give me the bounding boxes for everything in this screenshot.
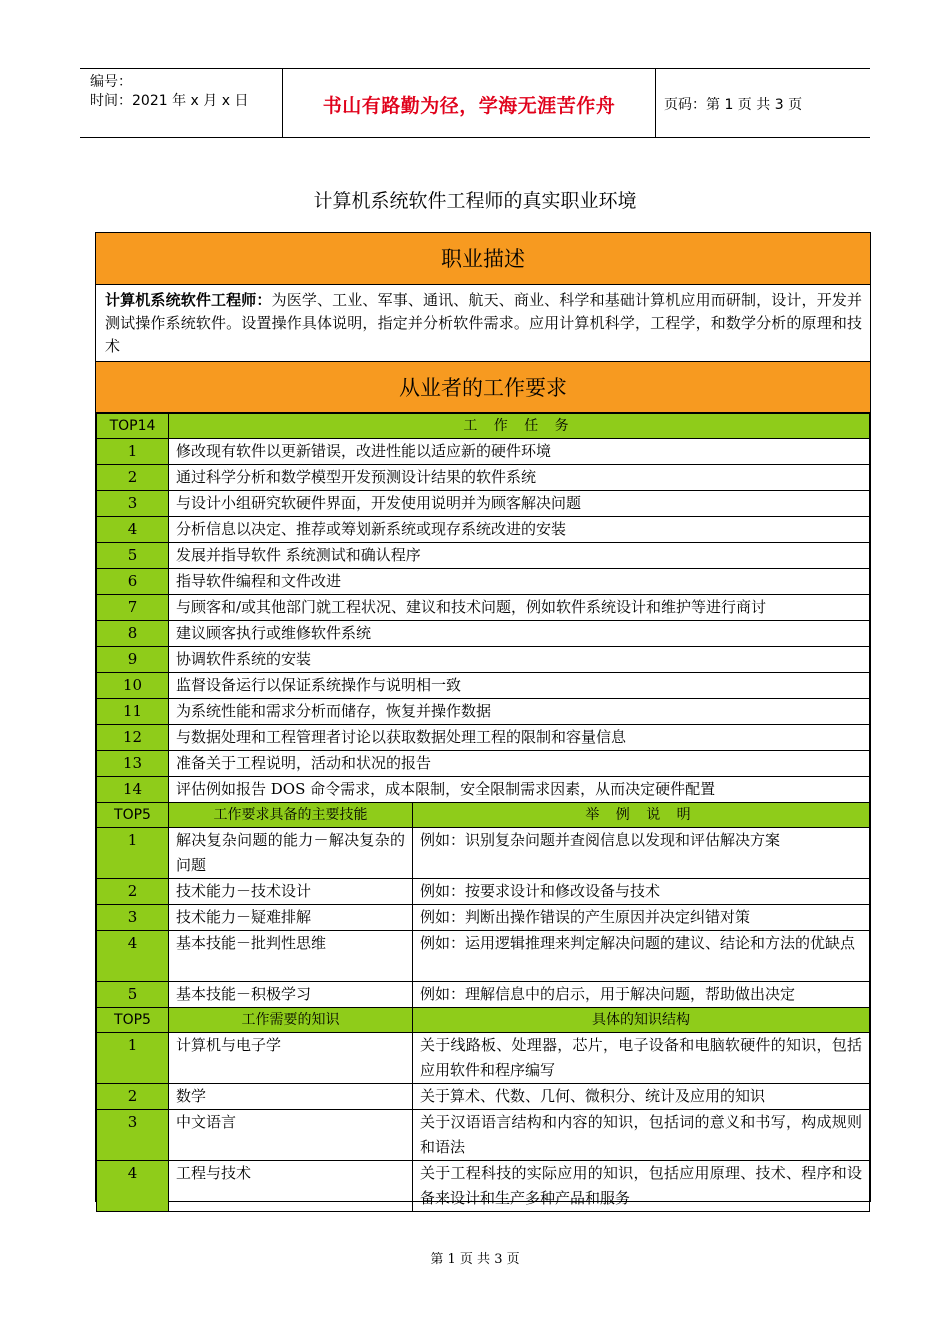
skill-number: 5 [97, 982, 169, 1008]
task-number: 4 [97, 517, 169, 543]
task-text: 协调软件系统的安装 [169, 647, 870, 673]
task-row [97, 621, 870, 647]
skill-row [97, 905, 870, 931]
requirements-table [96, 413, 870, 1212]
task-row [97, 595, 870, 621]
tasks-header-row [97, 414, 870, 439]
skill-example: 例如：运用逻辑推理来判定解决问题的建议、结论和方法的优缺点 [413, 931, 870, 982]
skill-example: 例如：按要求设计和修改设备与技术 [413, 879, 870, 905]
task-text: 发展并指导软件 系统测试和确认程序 [169, 543, 870, 569]
knowledge-column-header: 工作需要的知识 [169, 1008, 413, 1033]
task-number: 6 [97, 569, 169, 595]
task-text: 建议顾客执行或维修软件系统 [169, 621, 870, 647]
skill-example: 例如：判断出操作错误的产生原因并决定纠错对策 [413, 905, 870, 931]
task-text: 监督设备运行以保证系统操作与说明相一致 [169, 673, 870, 699]
doc-date-label: 时间：2021 年 x 月 x 日 [90, 93, 249, 109]
page-footer: 第 1 页 共 3 页 [430, 1252, 520, 1267]
task-row [97, 543, 870, 569]
knowledge-name: 中文语言 [169, 1110, 413, 1161]
task-number: 7 [97, 595, 169, 621]
knowledge-top-label: TOP5 [97, 1008, 169, 1033]
task-number: 12 [97, 725, 169, 751]
task-number: 3 [97, 491, 169, 517]
task-number: 5 [97, 543, 169, 569]
doc-number-label: 编号： [90, 74, 132, 90]
knowledge-detail: 关于线路板、处理器，芯片，电子设备和电脑软硬件的知识，包括应用软件和程序编写 [413, 1033, 870, 1084]
skill-name: 技术能力－疑难排解 [169, 905, 413, 931]
task-row [97, 777, 870, 803]
header-left [90, 73, 248, 111]
task-number: 10 [97, 673, 169, 699]
task-number: 2 [97, 465, 169, 491]
career-term: 计算机系统软件工程师： [105, 291, 272, 309]
task-text: 为系统性能和需求分析而储存，恢复并操作数据 [169, 699, 870, 725]
skill-row [97, 828, 870, 879]
task-text: 与数据处理和工程管理者讨论以获取数据处理工程的限制和容量信息 [169, 725, 870, 751]
task-row [97, 751, 870, 777]
task-text: 指导软件编程和文件改进 [169, 569, 870, 595]
task-row [97, 725, 870, 751]
career-description [105, 289, 862, 358]
knowledge-header-row [97, 1008, 870, 1033]
career-description-text: 为医学、工业、军事、通讯、航天、商业、科学和基础计算机应用而研制，设计，开发并测试操作系统软件。设置操作具体说明，指定并分析软件需求。应用计算机科学，工程学，和数学分析的原理和技术 [105, 291, 862, 355]
knowledge-row [97, 1084, 870, 1110]
task-number: 9 [97, 647, 169, 673]
knowledge-number: 4 [97, 1161, 169, 1212]
task-number: 8 [97, 621, 169, 647]
tasks-top-label: TOP14 [97, 414, 169, 439]
task-text: 分析信息以决定、推荐或筹划新系统或现存系统改进的安装 [169, 517, 870, 543]
task-text: 修改现有软件以更新错误，改进性能以适应新的硬件环境 [169, 439, 870, 465]
skill-number: 2 [97, 879, 169, 905]
knowledge-number: 2 [97, 1084, 169, 1110]
skill-number: 3 [97, 905, 169, 931]
task-row [97, 491, 870, 517]
header-band [80, 68, 870, 138]
knowledge-number: 3 [97, 1110, 169, 1161]
knowledge-detail: 关于工程科技的实际应用的知识，包括应用原理、技术、程序和设备来设计和生产多种产品和服务 [413, 1161, 870, 1212]
knowledge-detail: 关于算术、代数、几何、微积分、统计及应用的知识 [413, 1084, 870, 1110]
task-row [97, 439, 870, 465]
task-row [97, 699, 870, 725]
skill-name: 技术能力－技术设计 [169, 879, 413, 905]
skill-row [97, 982, 870, 1008]
task-number: 1 [97, 439, 169, 465]
career-table [95, 232, 871, 1207]
page-title: 计算机系统软件工程师的真实职业环境 [313, 190, 637, 212]
knowledge-number: 1 [97, 1033, 169, 1084]
skill-number: 4 [97, 931, 169, 982]
task-number: 13 [97, 751, 169, 777]
task-text: 与顾客和/或其他部门就工程状况、建议和技术问题，例如软件系统设计和维护等进行商讨 [169, 595, 870, 621]
task-row [97, 517, 870, 543]
task-number: 11 [97, 699, 169, 725]
task-row [97, 465, 870, 491]
knowledge-name: 工程与技术 [169, 1161, 413, 1212]
section-heading-requirements: 从业者的工作要求 [96, 361, 870, 413]
task-text: 与设计小组研究软硬件界面，开发使用说明并为顾客解决问题 [169, 491, 870, 517]
knowledge-name: 数学 [169, 1084, 413, 1110]
skill-name: 基本技能－积极学习 [169, 982, 413, 1008]
section-heading-description: 职业描述 [96, 233, 870, 285]
skills-header-row [97, 803, 870, 828]
skills-top-label: TOP5 [97, 803, 169, 828]
skill-name: 基本技能－批判性思维 [169, 931, 413, 982]
skill-row [97, 879, 870, 905]
tasks-column-header: 工 作 任 务 [169, 414, 870, 439]
knowledge-row [97, 1033, 870, 1084]
task-row [97, 647, 870, 673]
skills-example-header: 举 例 说 明 [413, 803, 870, 828]
task-text: 通过科学分析和数学模型开发预测设计结果的软件系统 [169, 465, 870, 491]
knowledge-detail: 关于汉语语言结构和内容的知识，包括词的意义和书写，构成规则和语法 [413, 1110, 870, 1161]
header-motto-cell [282, 69, 656, 137]
page-indicator: 页码：第 1 页 共 3 页 [664, 97, 803, 113]
motto: 书山有路勤为径，学海无涯苦作舟 [322, 95, 616, 117]
knowledge-name: 计算机与电子学 [169, 1033, 413, 1084]
skill-name: 解决复杂问题的能力－解决复杂的问题 [169, 828, 413, 879]
knowledge-row [97, 1110, 870, 1161]
skill-number: 1 [97, 828, 169, 879]
task-text: 评估例如报告 DOS 命令需求，成本限制，安全限制需求因素，从而决定硬件配置 [169, 777, 870, 803]
skill-example: 例如：理解信息中的启示，用于解决问题，帮助做出决定 [413, 982, 870, 1008]
knowledge-row [97, 1161, 870, 1212]
task-row [97, 673, 870, 699]
task-number: 14 [97, 777, 169, 803]
skills-column-header: 工作要求具备的主要技能 [169, 803, 413, 828]
knowledge-detail-header: 具体的知识结构 [413, 1008, 870, 1033]
skill-row [97, 931, 870, 982]
task-row [97, 569, 870, 595]
task-text: 准备关于工程说明，活动和状况的报告 [169, 751, 870, 777]
skill-example: 例如：识别复杂问题并查阅信息以发现和评估解决方案 [413, 828, 870, 879]
